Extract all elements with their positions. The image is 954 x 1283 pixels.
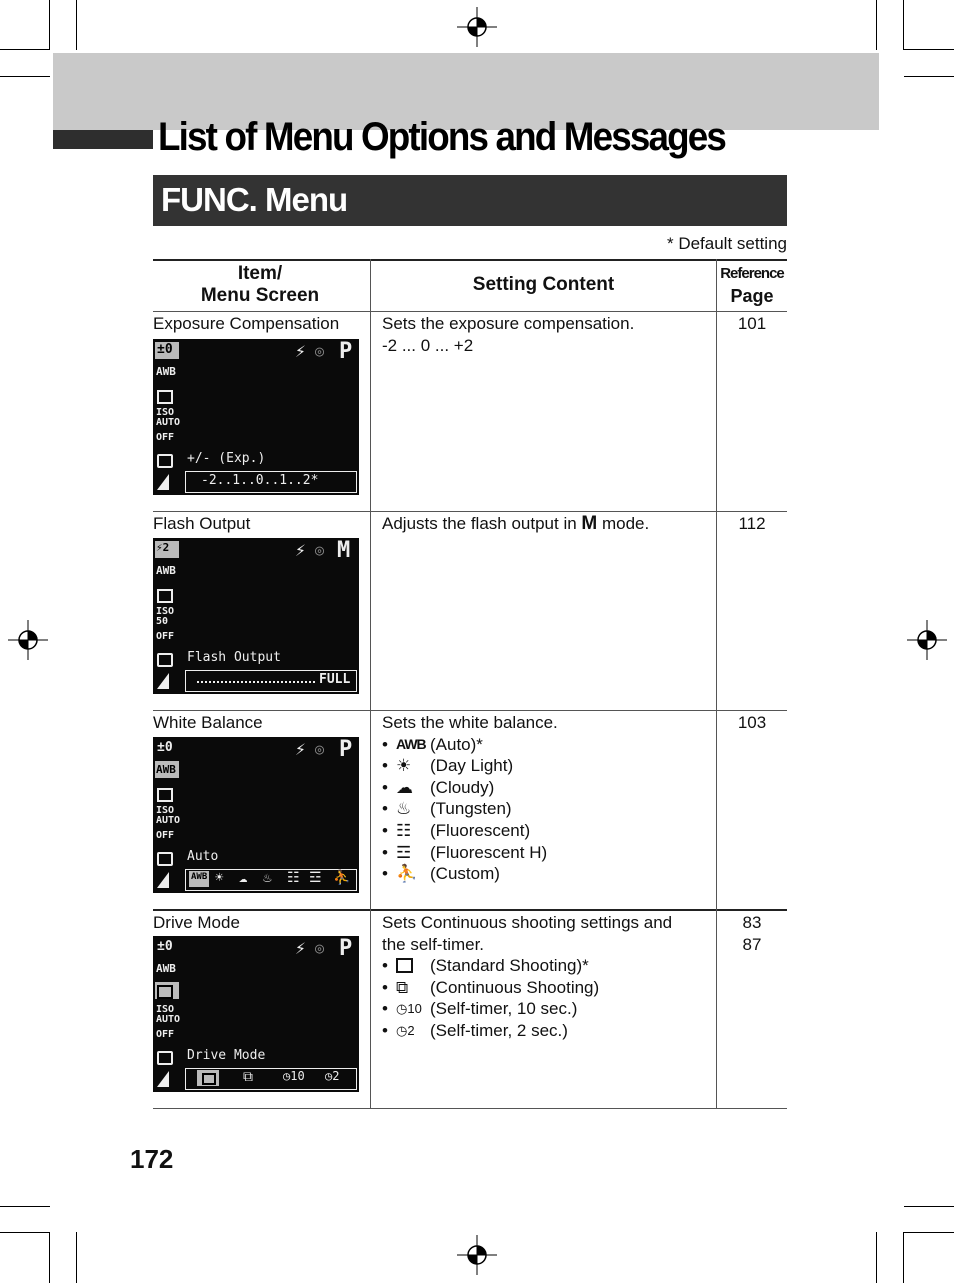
crop-mark <box>0 1232 50 1233</box>
crop-mark <box>49 1232 50 1283</box>
tungsten-icon: ♨ <box>396 799 412 819</box>
registration-mark-icon <box>457 1235 497 1275</box>
metering-icon <box>157 1051 173 1065</box>
tungsten-icon: ♨ <box>263 870 272 886</box>
mode-indicator: M <box>337 538 351 563</box>
flash-off-icon: ⚡ <box>295 938 306 959</box>
exposure-icon: ±0 <box>157 342 173 357</box>
quality-icon <box>157 474 169 490</box>
option-item: • ◷2 (Self-timer, 2 sec.) <box>382 1020 568 1040</box>
crop-mark <box>0 76 50 77</box>
page-number: 172 <box>130 1144 174 1174</box>
fluorescent-h-icon: ☲ <box>396 842 412 862</box>
row-divider <box>153 710 787 711</box>
default-setting-note: * Default setting <box>666 234 787 253</box>
reference-page: 112 <box>738 514 766 533</box>
header-reference <box>717 263 787 307</box>
single-shot-icon <box>157 788 173 802</box>
page-title: List of Menu Options and Messages <box>158 115 726 159</box>
setting-line: Adjusts the flash output in <box>382 514 577 533</box>
self-timer-2-icon: ◷2 <box>396 1022 415 1038</box>
option-item: • AWB (Auto)* <box>382 734 483 754</box>
crop-mark <box>49 0 50 50</box>
crop-mark <box>76 0 77 50</box>
table-top-rule <box>153 259 787 261</box>
option-label: (Continuous Shooting) <box>430 977 600 997</box>
reference-page: 103 <box>737 713 767 732</box>
section-title: FUNC. Menu <box>161 181 348 218</box>
iso-auto-icon: ISO AUTO <box>156 1004 181 1025</box>
crop-mark <box>904 1206 954 1207</box>
registration-mark-icon <box>457 7 497 47</box>
option-item: • ⛹ (Custom) <box>382 864 500 884</box>
single-shot-icon <box>157 589 173 603</box>
self-timer-10-icon: ◷10 <box>396 1001 422 1017</box>
crop-mark <box>904 49 954 50</box>
single-shot-icon <box>157 985 173 999</box>
option-label: (Standard Shooting)* <box>430 956 589 976</box>
registration-mark-icon <box>8 620 48 660</box>
header-ref-line2: Page <box>730 286 774 306</box>
setting-content <box>382 912 672 1042</box>
red-eye-icon: ◎ <box>315 740 325 758</box>
screen-label: +/- (Exp.) <box>187 451 266 466</box>
daylight-icon: ☀ <box>396 756 412 776</box>
setting-content <box>382 712 558 885</box>
awb-icon: AWB <box>156 962 176 975</box>
quality-icon <box>157 673 169 689</box>
self-timer-10-icon: ◷10 <box>283 1069 305 1083</box>
setting-line: Sets the white balance. <box>382 713 558 732</box>
metering-icon <box>157 653 173 667</box>
effect-off-icon: OFF <box>156 432 175 443</box>
crop-mark <box>876 1232 877 1283</box>
awb-icon: AWB <box>156 564 176 577</box>
flash-off-icon: ⚡ <box>295 739 306 760</box>
continuous-icon: ⧉ <box>243 1069 253 1085</box>
awb-icon: AWB <box>156 763 176 776</box>
screen-label: Flash Output <box>187 650 281 665</box>
iso-50-icon: ISO 50 <box>156 606 175 627</box>
header-item <box>153 263 367 307</box>
section-header <box>153 175 787 226</box>
row-divider <box>153 909 787 911</box>
option-item: • ☷ (Fluorescent) <box>382 820 531 840</box>
option-item: • ♨ (Tungsten) <box>382 799 512 819</box>
registration-mark-icon <box>907 620 947 660</box>
metering-icon <box>157 454 173 468</box>
option-label: (Fluorescent) <box>430 820 531 840</box>
awb-icon: AWB <box>156 365 176 378</box>
header-setting: Setting Content <box>472 274 615 295</box>
header-item-line2: Menu Screen <box>200 285 320 306</box>
option-item: • ☲ (Fluorescent H) <box>382 842 548 862</box>
flash-scale-ticks <box>197 681 315 685</box>
red-eye-icon: ◎ <box>315 342 325 360</box>
lcd-screen-flash-output <box>153 538 359 694</box>
screen-label: Auto <box>187 849 219 864</box>
daylight-icon: ☀ <box>215 870 224 886</box>
mode-indicator: P <box>339 737 353 762</box>
flash-output-icon: ⚡2 <box>156 541 170 554</box>
setting-line: -2 ... 0 ... +2 <box>382 335 474 355</box>
row-item-label: Flash Output <box>153 514 251 533</box>
quality-icon <box>157 872 169 888</box>
option-label: (Cloudy) <box>430 777 495 797</box>
column-divider <box>370 259 371 1109</box>
crop-mark <box>904 1232 954 1233</box>
awb-icon: AWB <box>191 872 208 882</box>
effect-off-icon: OFF <box>156 631 175 642</box>
option-item: • ⧉ (Continuous Shooting) <box>382 977 600 997</box>
option-label: (Auto)* <box>430 734 483 754</box>
exposure-icon: ±0 <box>157 939 173 954</box>
header-accent-bar <box>53 130 153 149</box>
setting-line: Sets Continuous shooting settings and <box>382 913 673 932</box>
mode-indicator: P <box>339 936 353 961</box>
single-shot-icon <box>157 390 173 404</box>
flash-scale-max: FULL <box>319 672 351 687</box>
cloudy-icon: ☁ <box>239 870 248 886</box>
reference-page: 87 <box>742 934 762 954</box>
crop-mark <box>903 1232 904 1283</box>
crop-mark <box>903 0 904 50</box>
iso-auto-icon: ISO AUTO <box>156 805 181 826</box>
single-shot-icon <box>396 958 430 973</box>
table-bottom-rule <box>153 1108 787 1109</box>
crop-mark <box>0 49 50 50</box>
cloudy-icon: ☁ <box>396 777 413 797</box>
option-item: • ☀ (Day Light) <box>382 756 514 776</box>
setting-line: Sets the exposure compensation. <box>382 314 635 333</box>
metering-icon <box>157 852 173 866</box>
screen-label: Drive Mode <box>187 1048 266 1063</box>
lcd-screen-drive-mode <box>153 936 359 1092</box>
option-item: • ◷10 (Self-timer, 10 sec.) <box>382 999 578 1019</box>
option-label: (Custom) <box>430 864 500 884</box>
flash-off-icon: ⚡ <box>295 540 306 561</box>
setting-content <box>382 513 649 535</box>
setting-content <box>382 313 634 356</box>
red-eye-icon: ◎ <box>315 939 325 957</box>
lcd-screen-exposure <box>153 339 359 495</box>
awb-icon: AWB <box>396 735 426 752</box>
red-eye-icon: ◎ <box>315 541 325 559</box>
fluorescent-icon: ☷ <box>287 870 300 886</box>
column-divider <box>716 259 717 1109</box>
lcd-screen-white-balance <box>153 737 359 893</box>
table-header-rule <box>153 311 787 312</box>
option-label: (Self-timer, 10 sec.) <box>430 999 578 1019</box>
option-label: (Tungsten) <box>430 799 512 819</box>
setting-line: mode. <box>601 514 650 533</box>
self-timer-2-icon: ◷2 <box>325 1069 340 1083</box>
row-item-label: Exposure Compensation <box>153 314 340 333</box>
manual-mode-icon: M <box>581 513 598 534</box>
effect-off-icon: OFF <box>156 1029 175 1040</box>
effect-off-icon: OFF <box>156 830 175 841</box>
menu-options-table <box>153 259 787 1109</box>
custom-wb-icon: ⛹ <box>396 864 418 884</box>
crop-mark <box>876 0 877 50</box>
option-label: (Self-timer, 2 sec.) <box>430 1020 568 1040</box>
quality-icon <box>157 1071 169 1087</box>
crop-mark <box>0 1206 50 1207</box>
continuous-icon: ⧉ <box>396 977 409 997</box>
custom-wb-icon: ⛹ <box>333 870 351 886</box>
crop-mark <box>904 76 954 77</box>
iso-auto-icon: ISO AUTO <box>156 407 181 428</box>
fluorescent-icon: ☷ <box>396 820 412 840</box>
flash-off-icon: ⚡ <box>295 341 306 362</box>
reference-page: 101 <box>737 314 767 333</box>
option-item: • (Standard Shooting)* <box>382 956 589 976</box>
crop-mark <box>76 1232 77 1283</box>
fluorescent-h-icon: ☲ <box>309 870 322 886</box>
mode-indicator: P <box>339 339 353 364</box>
header-ref-line1: Reference <box>720 265 784 282</box>
header-item-line1: Item/ <box>237 263 283 284</box>
row-item-label: Drive Mode <box>153 913 240 932</box>
option-label: (Fluorescent H) <box>430 842 548 862</box>
reference-pages <box>717 912 787 955</box>
row-divider <box>153 511 787 512</box>
option-label: (Day Light) <box>430 756 514 776</box>
exposure-icon: ±0 <box>157 740 173 755</box>
row-item-label: White Balance <box>153 713 263 732</box>
single-shot-icon <box>202 1073 216 1085</box>
reference-page: 83 <box>742 913 762 932</box>
exposure-scale: -2..1..0..1..2* <box>201 473 319 488</box>
setting-line: the self-timer. <box>382 934 485 954</box>
option-item: • ☁ (Cloudy) <box>382 777 495 797</box>
